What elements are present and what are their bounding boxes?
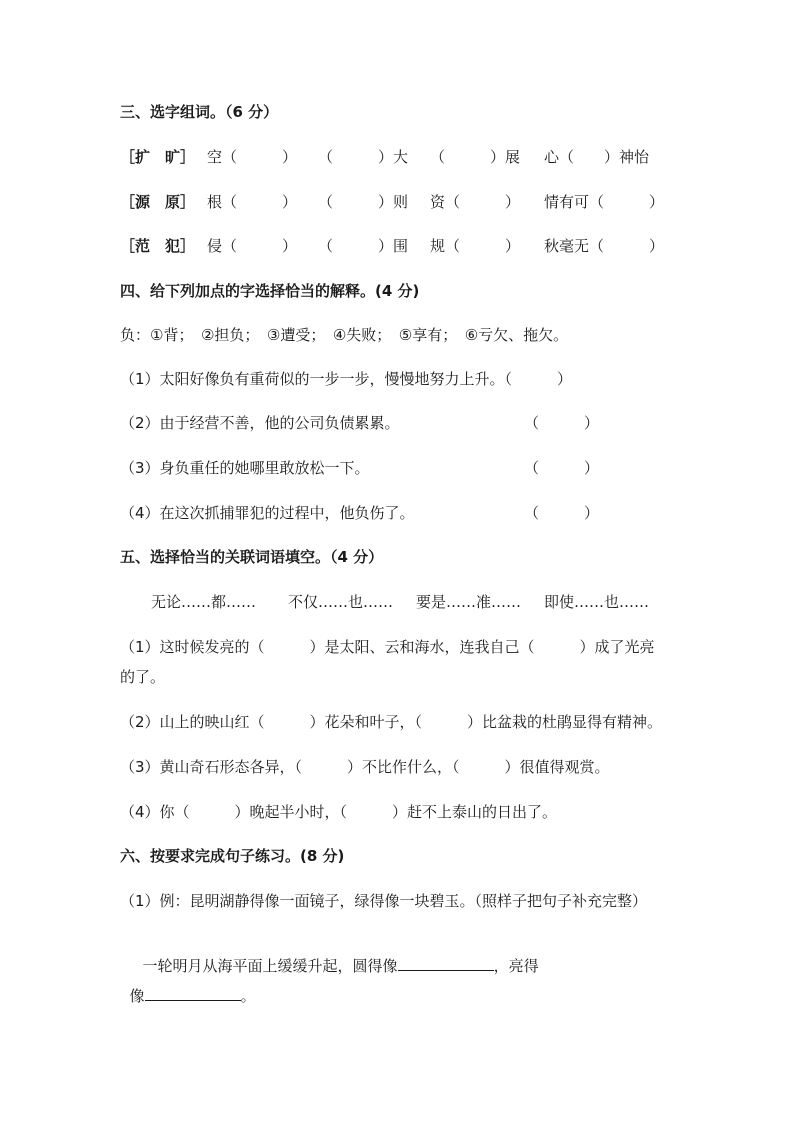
prompt-text: ，亮得 xyxy=(493,957,539,975)
blank-item: （ ）大 xyxy=(318,148,409,166)
question-item: （3）黄山奇石形态各异，（ ）不比作什么，（ ）很值得观赏。 xyxy=(120,758,610,776)
blank-item: （ ）围 xyxy=(318,237,409,255)
blank-item: 情有可（ ） xyxy=(544,193,665,211)
section3-heading: 三、选字组词。（6 分） xyxy=(120,103,279,121)
blank-item: 空（ ） xyxy=(207,148,298,166)
choice-pair: ［扩 旷］ xyxy=(120,148,196,166)
section6-heading: 六、按要求完成句子练习。(8 分) xyxy=(120,847,345,865)
question-item: （4）在这次抓捕罪犯的过程中，他负伤了。 xyxy=(120,504,415,522)
answer-underline[interactable] xyxy=(398,956,494,971)
question-item: （1）太阳好像负有重荷似的一步一步，慢慢地努力上升。（ ） xyxy=(120,370,573,388)
answer-blank: （ ） xyxy=(524,414,600,432)
choice-pair: ［源 原］ xyxy=(120,193,196,211)
prompt-text: 像 xyxy=(129,987,145,1005)
example-item: （1）例：昆明湖静得像一面镜子，绿得像一块碧玉。（照样子把句子补充完整） xyxy=(120,892,648,910)
fill-sentence-line2 xyxy=(120,966,256,1006)
choice-pair: ［范 犯］ xyxy=(120,237,196,255)
section4-heading: 四、给下列加点的字选择恰当的解释。(4 分) xyxy=(120,282,420,300)
blank-item: 秋毫无（ ） xyxy=(544,237,665,255)
prompt-text: 。 xyxy=(240,987,256,1005)
blank-item: 侵（ ） xyxy=(207,237,298,255)
option: 不仅……也…… xyxy=(288,593,394,611)
blank-item: （ ）则 xyxy=(318,193,409,211)
option: 要是……准…… xyxy=(416,593,522,611)
prompt-text: 一轮明月从海平面上缓缓升起，圆得像 xyxy=(142,957,398,975)
blank-item: （ ）展 xyxy=(430,148,521,166)
option: 无论……都…… xyxy=(151,593,257,611)
question-item-continuation: 的了。 xyxy=(120,668,166,686)
question-item: （3）身负重任的她哪里敢放松一下。 xyxy=(120,459,370,477)
blank-item: 根（ ） xyxy=(207,193,298,211)
section5-heading: 五、选择恰当的关联词语填空。（4 分） xyxy=(120,548,384,566)
question-item: （2）山上的映山红（ ）花朵和叶子，（ ）比盆栽的杜鹃显得有精神。 xyxy=(120,713,663,731)
blank-item: 资（ ） xyxy=(430,193,521,211)
option: 即使……也…… xyxy=(544,593,650,611)
question-item: （2）由于经营不善，他的公司负债累累。 xyxy=(120,414,400,432)
blank-item: 规（ ） xyxy=(430,237,521,255)
answer-blank: （ ） xyxy=(524,459,600,477)
question-item: （4）你（ ）晚起半小时，（ ）赶不上泰山的日出了。 xyxy=(120,803,558,821)
answer-underline[interactable] xyxy=(145,986,241,1001)
blank-item: 心（ ）神怡 xyxy=(544,148,650,166)
question-item: （1）这时候发亮的（ ）是太阳、云和海水，连我自己（ ）成了光亮 xyxy=(120,638,655,656)
answer-blank: （ ） xyxy=(524,504,600,522)
meanings-list: 负：①背； ②担负； ③遭受； ④失败； ⑤享有； ⑥亏欠、拖欠。 xyxy=(120,326,569,344)
